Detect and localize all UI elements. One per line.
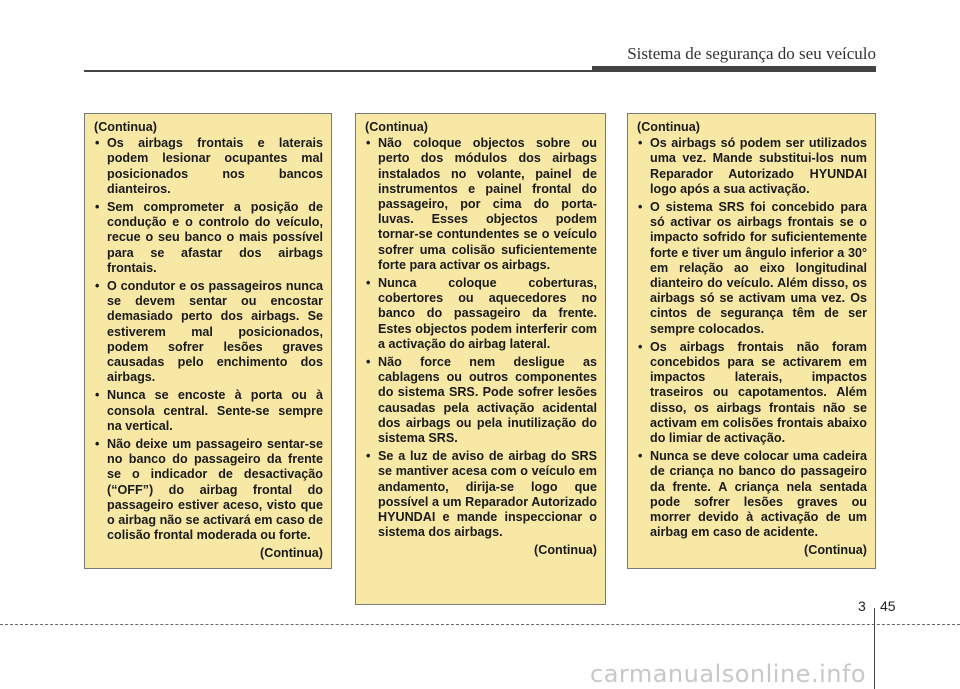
warning-item: • Nunca coloque coberturas, cobertores ou aquecedores no banco do passageiro da frente. Estes objectos podem interferir com a activação do airbag lateral. <box>364 276 597 352</box>
watermark: carmanualsonline.info <box>590 660 867 688</box>
warning-item: • Não coloque objectos sobre ou perto dos módulos dos airbags instalados no volante, painel de instrumentos e painel frontal do passageiro, por cima do porta-luvas. Esses objectos podem tornar-se contundentes se o veículo sofrer uma colisão suficientemente forte para activar os airbags. <box>364 136 597 273</box>
warning-item: • Os airbags só podem ser utilizados uma vez. Mande substitui-los num Reparador Autorizado HYUNDAI logo após a sua activação. <box>636 136 867 197</box>
box-continued-label: (Continua) <box>637 120 700 134</box>
warning-item: • Os airbags frontais não foram concebidos para se activarem em impactos laterais, impactos traseiros ou capotamentos. Além disso, os airbags frontais não se activam em colisões frontais abaixo do limiar de activação. <box>636 340 867 446</box>
header-rule-accent <box>592 66 876 72</box>
warning-box-2 <box>355 113 606 605</box>
warning-item: • O condutor e os passageiros nunca se devem sentar ou encostar demasiado perto dos airbags. Se estiverem mal posicionados, podem sofrer lesões graves causadas pelo enchimento dos airbags. <box>93 279 323 385</box>
box-continued-label: (Continua) <box>94 120 157 134</box>
box-continued-label: (Continua) <box>365 120 428 134</box>
page-number: 45 <box>880 598 896 614</box>
warning-item: • Se a luz de aviso de airbag do SRS se mantiver acesa com o veículo em andamento, dirija-se logo que possível a um Reparador Autorizado HYUNDAI e mande inspeccionar o sistema dos airbags. <box>364 449 597 540</box>
warning-box-3 <box>627 113 876 569</box>
warning-item: • Não force nem desligue as cablagens ou outros componentes do sistema SRS. Pode sofrer lesões causadas pela activação acidental dos airbags ou pela inutilização do sistema SRS. <box>364 355 597 446</box>
box-continues-label: (Continua) <box>534 543 597 558</box>
warning-item: • Nunca se encoste à porta ou à consola central. Sente-se sempre na vertical. <box>93 388 323 434</box>
chapter-number: 3 <box>858 598 866 614</box>
warning-item: • Os airbags frontais e laterais podem lesionar ocupantes mal posicionados nos bancos dianteiros. <box>93 136 323 197</box>
page-header-title: Sistema de segurança do seu veículo <box>627 44 876 63</box>
box-continues-label: (Continua) <box>804 543 867 558</box>
warning-item: • O sistema SRS foi concebido para só activar os airbags frontais se o impacto sofrido for suficientemente forte e tiver um ângulo inferior a 30° em relação ao eixo longitudinal dianteiro do veículo. Além disso, os airbags só se activam uma vez. Os cintos de segurança têm de ser sempre colocados. <box>636 200 867 337</box>
box-continues-label: (Continua) <box>260 546 323 561</box>
warning-item: • Nunca se deve colocar uma cadeira de criança no banco do passageiro da frente. A criança nela sentada pode sofrer lesões graves ou morrer devido à activação de um airbag em caso de acidente. <box>636 449 867 540</box>
warning-list <box>364 136 597 540</box>
warning-list <box>636 136 867 540</box>
warning-item: • Sem comprometer a posição de condução e o controlo do veículo, recue o seu banco o mais possível para se afastar dos airbags frontais. <box>93 200 323 276</box>
warning-box-1 <box>84 113 332 569</box>
footer-dashed-rule <box>0 624 960 625</box>
footer-divider <box>874 608 875 689</box>
warning-list <box>93 136 323 543</box>
warning-item: • Não deixe um passageiro sentar-se no banco do passageiro da frente se o indicador de desactivação (“OFF”) do airbag frontal do passageiro estiver aceso, visto que o airbag não se activará em caso de colisão frontal moderada ou forte. <box>93 437 323 543</box>
